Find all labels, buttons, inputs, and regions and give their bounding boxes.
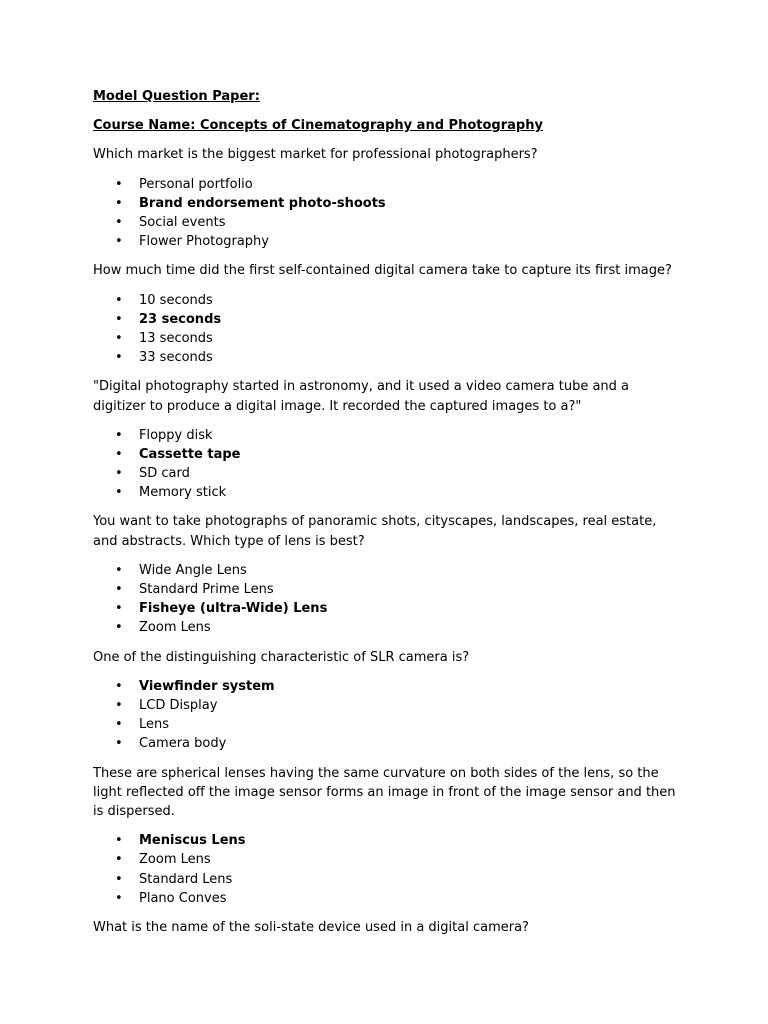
bullet-icon: • (115, 234, 123, 250)
option-text: Brand endorsement photo-shoots (139, 195, 386, 211)
option-text: Zoom Lens (139, 620, 211, 636)
option-text: Wide Angle Lens (139, 562, 247, 578)
option-text: Lens (139, 717, 170, 733)
bullet-icon: • (115, 350, 123, 366)
question-text: How much time did the first self-contained digital camera take to capture its first image? (93, 263, 672, 279)
option-item (93, 561, 683, 580)
option-item (93, 213, 683, 232)
question-text: One of the distinguishing characteristic of SLR camera is? (93, 649, 470, 665)
option-item (93, 348, 683, 367)
option-item (93, 464, 683, 483)
option-text: Camera body (139, 736, 227, 752)
option-list (93, 677, 683, 754)
option-item (93, 715, 683, 734)
question-text: These are spherical lenses having the same curvature on both sides of the lens, so the light reflected off the image sensor forms an image in front of the image sensor and then is dispersed. (93, 765, 676, 819)
option-item-correct (93, 677, 683, 696)
question-text: Which market is the biggest market for professional photographers? (93, 147, 538, 163)
option-text: 23 seconds (139, 311, 222, 327)
bullet-icon: • (115, 195, 123, 211)
bullet-icon: • (115, 717, 123, 733)
option-item (93, 291, 683, 310)
bullet-icon: • (115, 562, 123, 578)
option-text: Zoom Lens (139, 852, 211, 868)
option-item (93, 175, 683, 194)
bullet-icon: • (115, 601, 123, 617)
option-text: Social events (139, 214, 226, 230)
option-text: 10 seconds (139, 292, 213, 308)
bullet-icon: • (115, 698, 123, 714)
option-list (93, 175, 683, 252)
bullet-icon: • (115, 446, 123, 462)
option-item (93, 426, 683, 445)
option-text: Personal portfolio (139, 176, 253, 192)
option-text: Floppy disk (139, 427, 213, 443)
bullet-icon: • (115, 311, 123, 327)
option-text: LCD Display (139, 698, 218, 714)
option-text: 13 seconds (139, 330, 213, 346)
course-name: Course Name: Concepts of Cinematography and Photography (93, 118, 543, 134)
option-text: Flower Photography (139, 234, 269, 250)
option-item (93, 696, 683, 715)
bullet-icon: • (115, 833, 123, 849)
bullet-icon: • (115, 466, 123, 482)
option-item (93, 618, 683, 637)
option-text: Plano Conves (139, 890, 227, 906)
document-page (93, 87, 683, 947)
option-text: Cassette tape (139, 446, 241, 462)
question-text: What is the name of the soli-state device used in a digital camera? (93, 919, 529, 935)
bullet-icon: • (115, 890, 123, 906)
option-text: Standard Prime Lens (139, 582, 274, 598)
option-list (93, 291, 683, 368)
option-text: Viewfinder system (139, 678, 275, 694)
bullet-icon: • (115, 485, 123, 501)
bullet-icon: • (115, 582, 123, 598)
question-text: You want to take photographs of panoramic shots, cityscapes, landscapes, real estate, and abstracts. Which type of lens is best? (93, 514, 657, 549)
bullet-icon: • (115, 330, 123, 346)
option-item (93, 850, 683, 869)
option-item (93, 329, 683, 348)
option-text: 33 seconds (139, 350, 213, 366)
option-item-correct (93, 445, 683, 464)
document-title: Model Question Paper: (93, 89, 260, 104)
bullet-icon: • (115, 852, 123, 868)
option-list (93, 426, 683, 503)
bullet-icon: • (115, 176, 123, 192)
option-list (93, 831, 683, 908)
bullet-icon: • (115, 736, 123, 752)
option-item (93, 580, 683, 599)
option-item-correct (93, 310, 683, 329)
question-list (93, 145, 683, 937)
option-item (93, 889, 683, 908)
option-text: Fisheye (ultra-Wide) Lens (139, 601, 328, 617)
option-text: Memory stick (139, 485, 227, 501)
option-item-correct (93, 831, 683, 850)
option-item (93, 734, 683, 753)
bullet-icon: • (115, 678, 123, 694)
bullet-icon: • (115, 620, 123, 636)
option-item (93, 870, 683, 889)
option-text: SD card (139, 466, 190, 482)
bullet-icon: • (115, 427, 123, 443)
option-item (93, 483, 683, 502)
option-text: Standard Lens (139, 871, 233, 887)
bullet-icon: • (115, 871, 123, 887)
option-item-correct (93, 599, 683, 618)
option-list (93, 561, 683, 638)
question-text: "Digital photography started in astronomy, and it used a video camera tube and a digitizer to produce a digital image. It recorded the captured images to a?" (93, 379, 630, 414)
option-item-correct (93, 194, 683, 213)
bullet-icon: • (115, 292, 123, 308)
option-text: Meniscus Lens (139, 833, 246, 849)
option-item (93, 232, 683, 251)
bullet-icon: • (115, 214, 123, 230)
